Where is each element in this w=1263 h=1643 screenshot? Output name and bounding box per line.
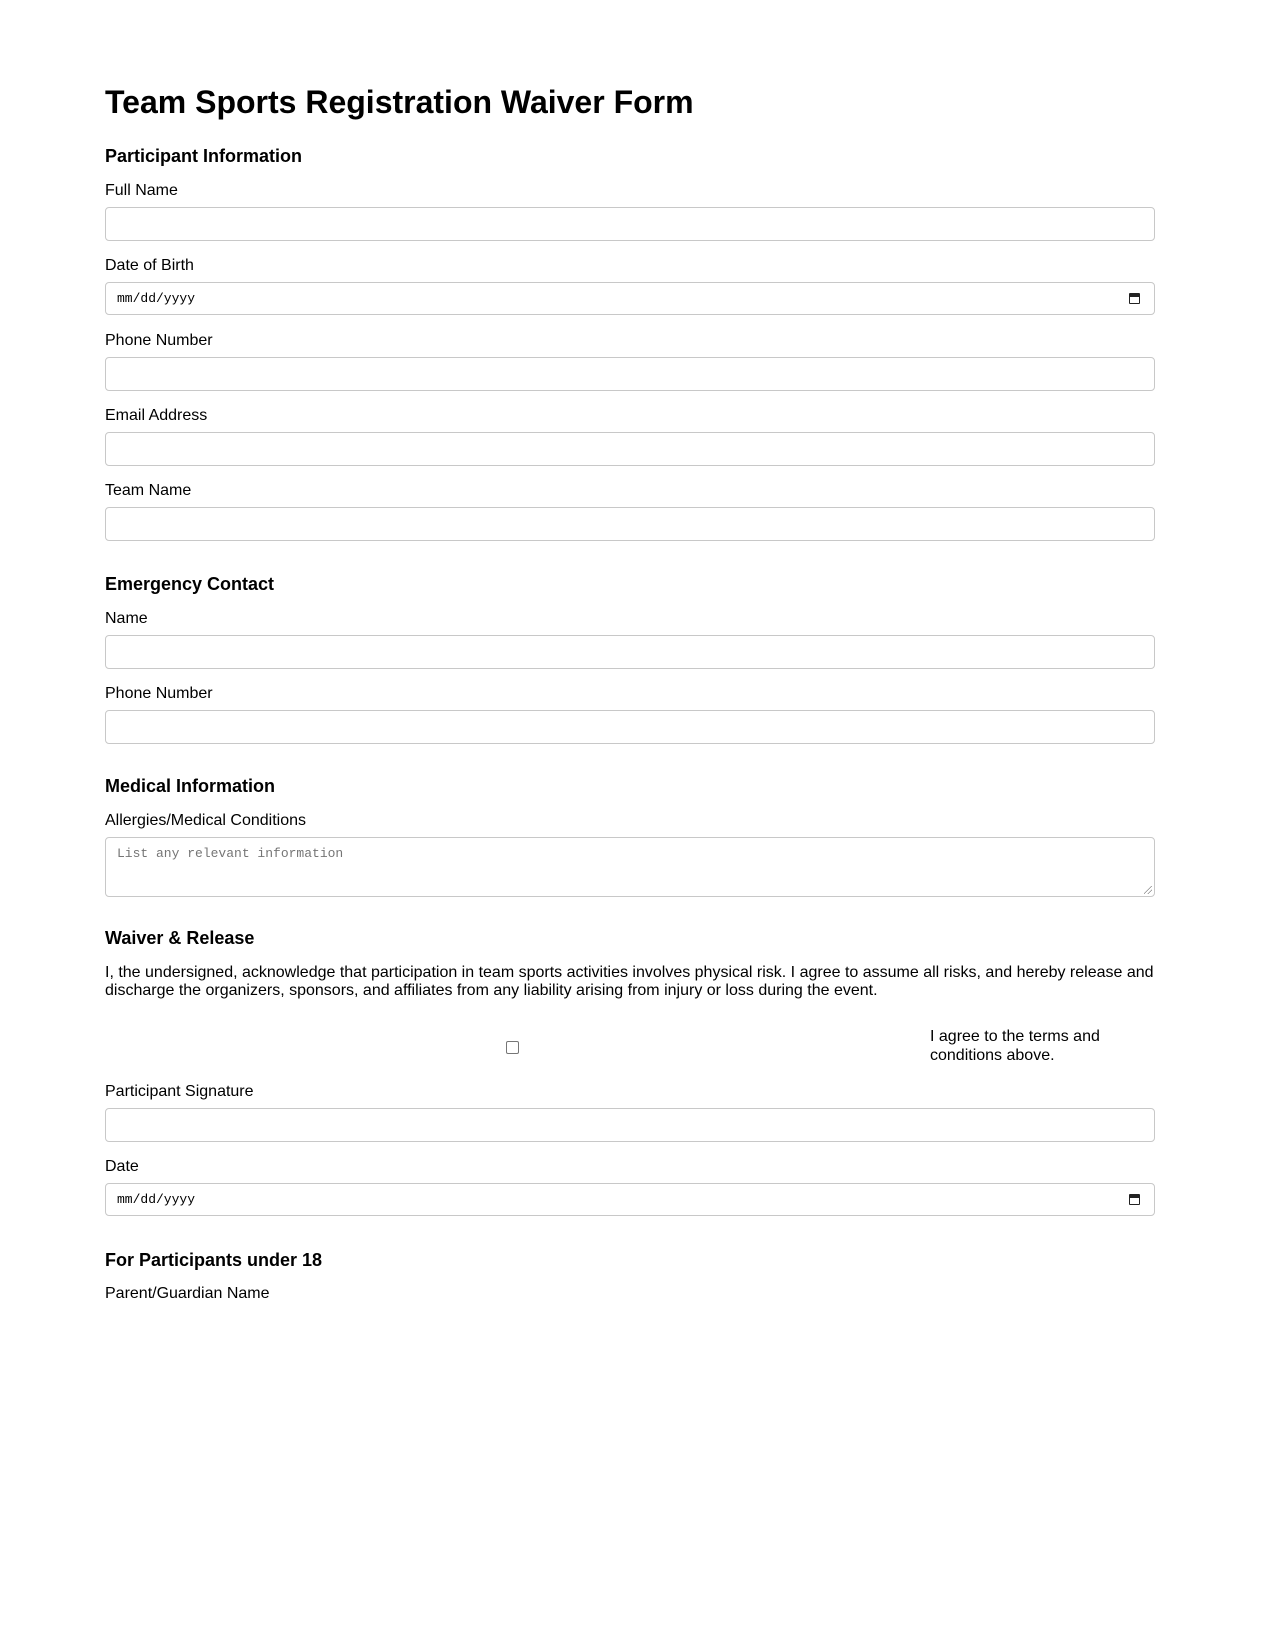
signature-group (105, 1082, 1155, 1142)
allergies-placeholder: List any relevant information (117, 846, 344, 861)
calendar-icon[interactable] (1129, 293, 1140, 304)
guardian-name-label: Parent/Guardian Name (105, 1285, 270, 1302)
page-title: Team Sports Registration Waiver Form (105, 84, 694, 120)
email-group (105, 406, 1155, 466)
full-name-input[interactable] (105, 207, 1155, 241)
section-heading-participant: Participant Information (105, 146, 303, 166)
email-input[interactable] (105, 432, 1155, 466)
emergency-phone-group (105, 684, 1155, 744)
full-name-group (105, 181, 1155, 241)
team-group (105, 481, 1155, 541)
date-group (105, 1157, 1155, 1216)
emergency-phone-label: Phone Number (105, 685, 213, 702)
emergency-name-label: Name (105, 610, 148, 627)
email-label: Email Address (105, 407, 208, 424)
phone-input[interactable] (105, 357, 1155, 391)
agree-checkbox[interactable] (506, 1041, 519, 1054)
phone-label: Phone Number (105, 332, 213, 349)
dob-label: Date of Birth (105, 257, 194, 274)
resize-grip-icon[interactable] (1144, 886, 1152, 894)
agree-label[interactable]: I agree to the terms and conditions above. (930, 1028, 1100, 1064)
emergency-name-input[interactable] (105, 635, 1155, 669)
calendar-icon[interactable] (1129, 1194, 1140, 1205)
section-heading-emergency: Emergency Contact (105, 574, 275, 594)
agree-row (105, 1027, 1155, 1081)
team-name-label: Team Name (105, 482, 192, 499)
signature-label: Participant Signature (105, 1083, 254, 1100)
section-heading-medical: Medical Information (105, 776, 276, 796)
date-input[interactable] (105, 1183, 1155, 1216)
allergies-group (105, 811, 1155, 897)
section-heading-waiver: Waiver & Release (105, 928, 255, 948)
signature-input[interactable] (105, 1108, 1155, 1142)
date-label: Date (105, 1158, 139, 1175)
waiver-text: I, the undersigned, acknowledge that participation in team sports activities involves physical risk. I agree to assume all risks, and hereby release and discharge the organizers, sponsors, and affiliates from any liability arising from injury or loss during the event. (105, 964, 1154, 999)
full-name-label: Full Name (105, 182, 178, 199)
section-heading-minor: For Participants under 18 (105, 1250, 323, 1270)
team-name-input[interactable] (105, 507, 1155, 541)
allergies-label: Allergies/Medical Conditions (105, 812, 306, 829)
dob-placeholder: mm/dd/yyyy (117, 291, 196, 306)
phone-group (105, 331, 1155, 391)
dob-input[interactable] (105, 282, 1155, 315)
emergency-name-group (105, 609, 1155, 669)
allergies-textarea[interactable] (105, 837, 1155, 897)
date-placeholder: mm/dd/yyyy (117, 1192, 196, 1207)
emergency-phone-input[interactable] (105, 710, 1155, 744)
dob-group (105, 256, 1155, 315)
